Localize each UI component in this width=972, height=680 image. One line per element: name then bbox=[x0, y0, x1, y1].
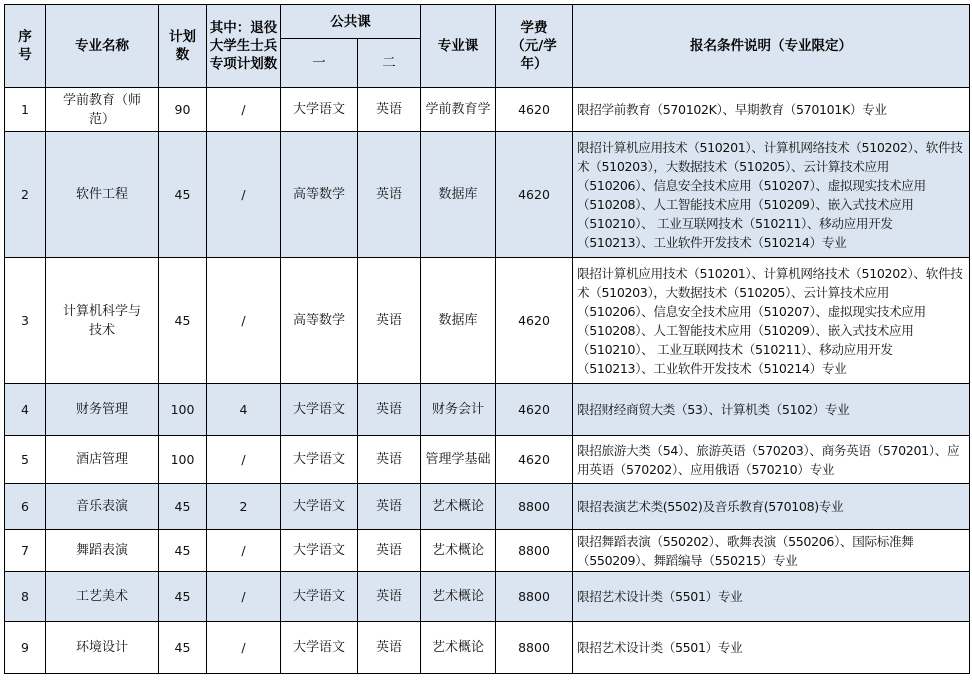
header-public-2: 二 bbox=[358, 39, 421, 88]
cell-conditions: 限招艺术设计类（5501）专业 bbox=[573, 622, 970, 674]
cell-professional: 艺术概论 bbox=[421, 530, 496, 572]
cell-conditions: 限招舞蹈表演（550202）、歌舞表演（550206）、国际标准舞（550209）、舞蹈编导（550215）专业 bbox=[573, 530, 970, 572]
header-public-1: 一 bbox=[281, 39, 358, 88]
cell-professional: 艺术概论 bbox=[421, 622, 496, 674]
table-row bbox=[5, 530, 970, 572]
cell-conditions: 限招财经商贸大类（53）、计算机类（5102）专业 bbox=[573, 384, 970, 436]
table-body bbox=[5, 88, 970, 674]
cell-major: 酒店管理 bbox=[46, 436, 159, 484]
cell-public-2: 英语 bbox=[358, 88, 421, 132]
cell-tuition: 8800 bbox=[496, 622, 573, 674]
cell-major: 音乐表演 bbox=[46, 484, 159, 530]
cell-conditions: 限招学前教育（570102K）、早期教育（570101K）专业 bbox=[573, 88, 970, 132]
cell-public-1: 高等数学 bbox=[281, 132, 358, 258]
cell-tuition: 4620 bbox=[496, 132, 573, 258]
cell-major: 计算机科学与技术 bbox=[46, 258, 159, 384]
cell-professional: 管理学基础 bbox=[421, 436, 496, 484]
cell-public-2: 英语 bbox=[358, 572, 421, 622]
cell-public-1: 大学语文 bbox=[281, 484, 358, 530]
cell-major: 软件工程 bbox=[46, 132, 159, 258]
cell-veteran: / bbox=[207, 530, 281, 572]
cell-plan: 45 bbox=[159, 530, 207, 572]
cell-professional: 数据库 bbox=[421, 132, 496, 258]
cell-public-2: 英语 bbox=[358, 132, 421, 258]
cell-seq: 1 bbox=[5, 88, 46, 132]
cell-major: 财务管理 bbox=[46, 384, 159, 436]
cell-public-2: 英语 bbox=[358, 384, 421, 436]
cell-conditions: 限招旅游大类（54）、旅游英语（570203）、商务英语（570201）、应用英语（570202）、应用俄语（570210）专业 bbox=[573, 436, 970, 484]
cell-professional: 艺术概论 bbox=[421, 484, 496, 530]
header-professional-course: 专业课 bbox=[421, 5, 496, 88]
header-veteran-plan: 其中：退役大学生士兵专项计划数 bbox=[207, 5, 281, 88]
cell-seq: 7 bbox=[5, 530, 46, 572]
cell-public-2: 英语 bbox=[358, 530, 421, 572]
cell-plan: 90 bbox=[159, 88, 207, 132]
cell-veteran: 4 bbox=[207, 384, 281, 436]
cell-plan: 45 bbox=[159, 258, 207, 384]
cell-seq: 3 bbox=[5, 258, 46, 384]
cell-public-2: 英语 bbox=[358, 484, 421, 530]
cell-seq: 4 bbox=[5, 384, 46, 436]
header-plan: 计划数 bbox=[159, 5, 207, 88]
header-public-courses: 公共课 bbox=[281, 5, 421, 39]
cell-plan: 45 bbox=[159, 484, 207, 530]
cell-conditions: 限招表演艺术类(5502)及音乐教育(570108)专业 bbox=[573, 484, 970, 530]
cell-veteran: 2 bbox=[207, 484, 281, 530]
cell-tuition: 4620 bbox=[496, 88, 573, 132]
cell-plan: 45 bbox=[159, 132, 207, 258]
cell-tuition: 8800 bbox=[496, 572, 573, 622]
cell-major: 学前教育（师范） bbox=[46, 88, 159, 132]
table-row bbox=[5, 258, 970, 384]
cell-conditions: 限招计算机应用技术（510201）、计算机网络技术（510202）、软件技术（510203），大数据技术（510205）、云计算技术应用（510206）、信息安全技术应用（510207）、虚拟现实技术应用（510208）、人工智能技术应用（510209）、嵌入式技术应用（510210）、 工业互联网技术（510211）、移动应用开发（510213）、工业软件开发技术（510214）专业 bbox=[573, 258, 970, 384]
cell-public-1: 大学语文 bbox=[281, 572, 358, 622]
cell-tuition: 4620 bbox=[496, 384, 573, 436]
cell-veteran: / bbox=[207, 88, 281, 132]
cell-professional: 艺术概论 bbox=[421, 572, 496, 622]
cell-conditions: 限招艺术设计类（5501）专业 bbox=[573, 572, 970, 622]
cell-plan: 100 bbox=[159, 384, 207, 436]
cell-veteran: / bbox=[207, 572, 281, 622]
cell-plan: 45 bbox=[159, 572, 207, 622]
cell-seq: 8 bbox=[5, 572, 46, 622]
cell-public-1: 大学语文 bbox=[281, 622, 358, 674]
cell-public-2: 英语 bbox=[358, 622, 421, 674]
header-seq: 序号 bbox=[5, 5, 46, 88]
cell-public-2: 英语 bbox=[358, 258, 421, 384]
cell-major: 工艺美术 bbox=[46, 572, 159, 622]
cell-tuition: 4620 bbox=[496, 436, 573, 484]
cell-major: 舞蹈表演 bbox=[46, 530, 159, 572]
cell-seq: 9 bbox=[5, 622, 46, 674]
cell-professional: 财务会计 bbox=[421, 384, 496, 436]
cell-public-1: 大学语文 bbox=[281, 436, 358, 484]
cell-veteran: / bbox=[207, 436, 281, 484]
header-conditions: 报名条件说明（专业限定） bbox=[573, 5, 970, 88]
cell-public-1: 高等数学 bbox=[281, 258, 358, 384]
cell-veteran: / bbox=[207, 258, 281, 384]
cell-public-2: 英语 bbox=[358, 436, 421, 484]
table-row bbox=[5, 622, 970, 674]
cell-major: 环境设计 bbox=[46, 622, 159, 674]
cell-seq: 2 bbox=[5, 132, 46, 258]
cell-plan: 45 bbox=[159, 622, 207, 674]
cell-tuition: 4620 bbox=[496, 258, 573, 384]
cell-public-1: 大学语文 bbox=[281, 384, 358, 436]
cell-public-1: 大学语文 bbox=[281, 530, 358, 572]
header-major: 专业名称 bbox=[46, 5, 159, 88]
table-row bbox=[5, 436, 970, 484]
table-row bbox=[5, 384, 970, 436]
cell-veteran: / bbox=[207, 622, 281, 674]
table-row bbox=[5, 132, 970, 258]
table-row bbox=[5, 484, 970, 530]
cell-professional: 数据库 bbox=[421, 258, 496, 384]
admissions-table bbox=[4, 4, 970, 674]
cell-seq: 6 bbox=[5, 484, 46, 530]
header-tuition: 学费（元/学年） bbox=[496, 5, 573, 88]
cell-professional: 学前教育学 bbox=[421, 88, 496, 132]
cell-public-1: 大学语文 bbox=[281, 88, 358, 132]
cell-tuition: 8800 bbox=[496, 530, 573, 572]
cell-veteran: / bbox=[207, 132, 281, 258]
cell-conditions: 限招计算机应用技术（510201）、计算机网络技术（510202）、软件技术（510203），大数据技术（510205）、云计算技术应用（510206）、信息安全技术应用（510207）、虚拟现实技术应用（510208）、人工智能技术应用（510209）、嵌入式技术应用（510210）、 工业互联网技术（510211）、移动应用开发（510213）、工业软件开发技术（510214）专业 bbox=[573, 132, 970, 258]
cell-plan: 100 bbox=[159, 436, 207, 484]
cell-seq: 5 bbox=[5, 436, 46, 484]
table-row bbox=[5, 572, 970, 622]
cell-tuition: 8800 bbox=[496, 484, 573, 530]
table-row bbox=[5, 88, 970, 132]
